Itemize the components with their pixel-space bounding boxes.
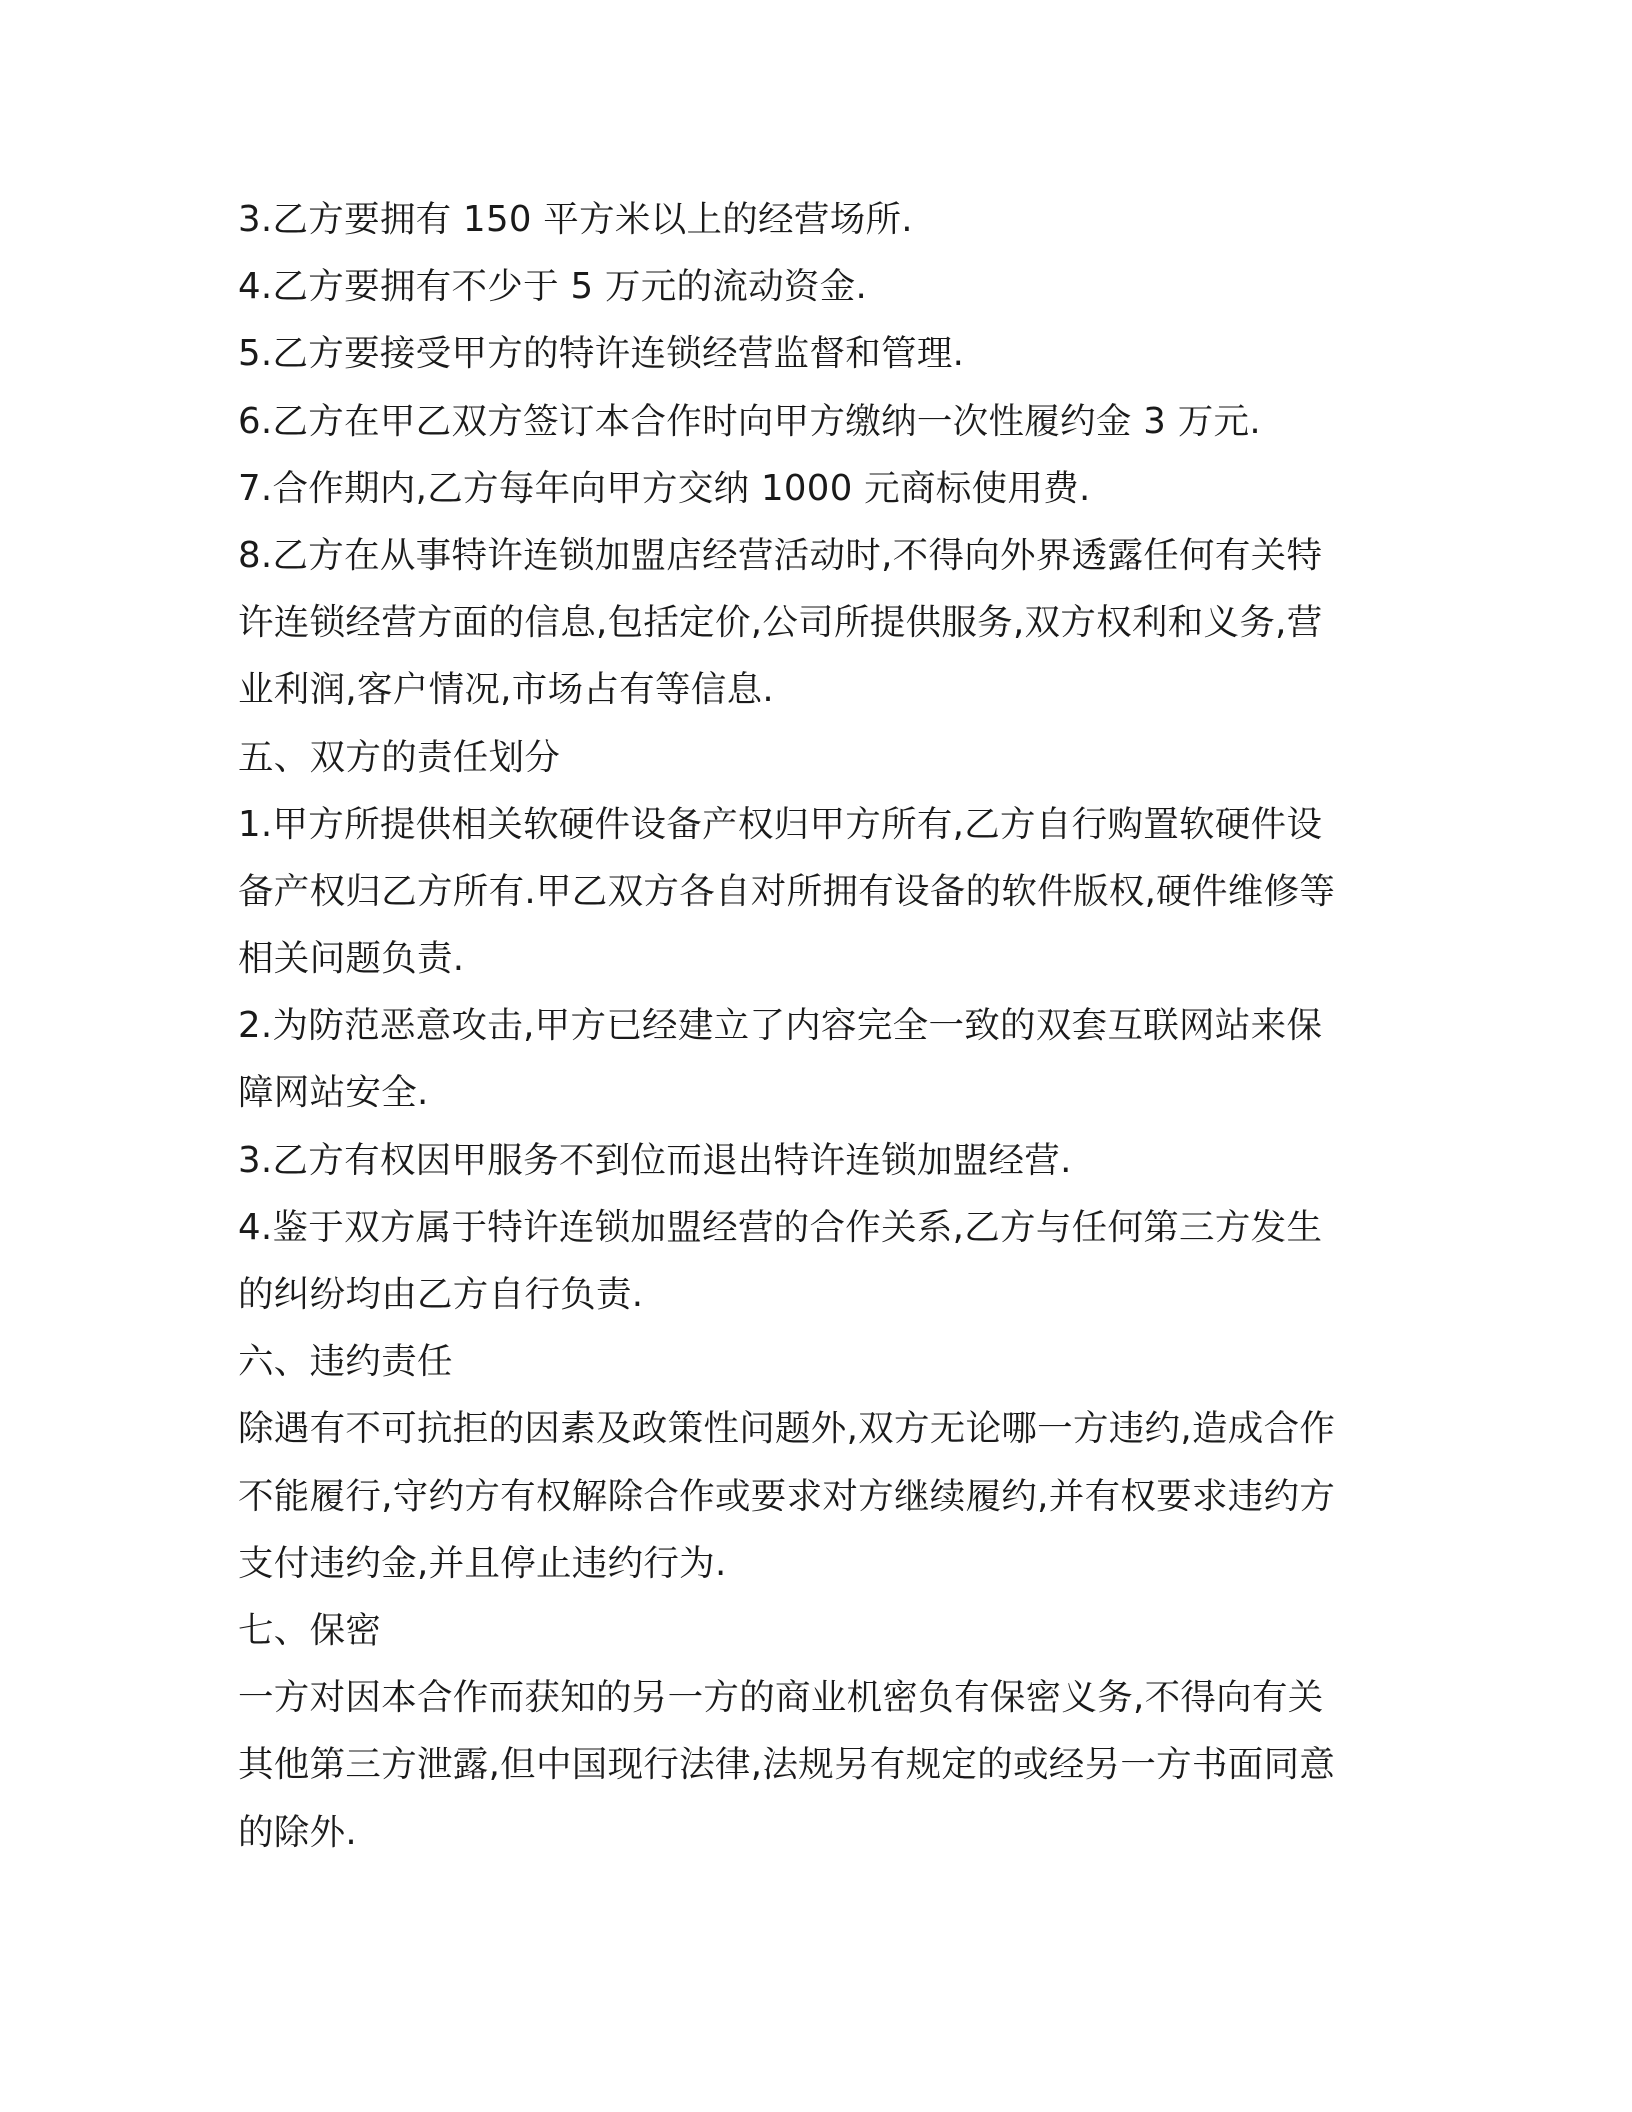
clause-item-6 [238, 388, 1398, 455]
clause-item-8 [238, 522, 1398, 724]
clause-item-5 [238, 320, 1398, 387]
text-line: 不能履行,守约方有权解除合作或要求对方继续履约,并有权要求违约方 [238, 1475, 1336, 1517]
responsibility-item-2 [238, 992, 1398, 1126]
responsibility-item-3 [238, 1127, 1398, 1194]
text-line: 3.乙方要拥有 150 平方米以上的经营场所. [238, 199, 913, 240]
text-line: 6.乙方在甲乙双方签订本合作时向甲方缴纳一次性履约金 3 万元. [238, 400, 1261, 442]
confidentiality-paragraph [238, 1664, 1398, 1866]
text-line: 备产权归乙方所有.甲乙双方各自对所拥有设备的软件版权,硬件维修等 [238, 870, 1336, 912]
section-heading-confidentiality [238, 1597, 1398, 1664]
text-line: 7.合作期内,乙方每年向甲方交纳 1000 元商标使用费. [238, 467, 1091, 509]
text-line: 的除外. [238, 1811, 357, 1853]
text-line: 3.乙方有权因甲服务不到位而退出特许连锁加盟经营. [238, 1139, 1072, 1181]
section-heading-breach [238, 1328, 1398, 1395]
text-line: 1.甲方所提供相关软硬件设备产权归甲方所有,乙方自行购置软硬件设 [238, 803, 1323, 845]
text-line: 8.乙方在从事特许连锁加盟店经营活动时,不得向外界透露任何有关特 [238, 534, 1323, 576]
text-line: 许连锁经营方面的信息,包括定价,公司所提供服务,双方权利和义务,营 [238, 602, 1323, 644]
clause-item-3 [238, 186, 1398, 253]
heading-text: 五、双方的责任划分 [238, 736, 561, 778]
text-line: 5.乙方要接受甲方的特许连锁经营监督和管理. [238, 333, 965, 375]
text-line: 除遇有不可抗拒的因素及政策性问题外,双方无论哪一方违约,造成合作 [238, 1408, 1336, 1450]
document-page [238, 186, 1398, 1866]
text-line: 2.为防范恶意攻击,甲方已经建立了内容完全一致的双套互联网站来保 [238, 1005, 1323, 1047]
heading-text: 六、违约责任 [238, 1341, 453, 1383]
text-line: 4.鉴于双方属于特许连锁加盟经营的合作关系,乙方与任何第三方发生 [238, 1206, 1323, 1248]
breach-paragraph [238, 1395, 1398, 1597]
text-line: 业利润,客户情况,市场占有等信息. [238, 669, 774, 711]
text-line: 一方对因本合作而获知的另一方的商业机密负有保密义务,不得向有关 [238, 1677, 1324, 1719]
text-line: 4.乙方要拥有不少于 5 万元的流动资金. [238, 266, 868, 308]
section-heading-responsibility [238, 724, 1398, 791]
text-line: 的纠纷均由乙方自行负责. [238, 1274, 644, 1315]
clause-item-4 [238, 253, 1398, 320]
text-line: 障网站安全. [238, 1072, 429, 1114]
clause-item-7 [238, 455, 1398, 522]
text-line: 支付违约金,并且停止违约行为. [238, 1542, 727, 1584]
text-line: 相关问题负责. [238, 938, 465, 980]
text-line: 其他第三方泄露,但中国现行法律,法规另有规定的或经另一方书面同意 [238, 1744, 1336, 1786]
responsibility-item-1 [238, 791, 1398, 993]
responsibility-item-4 [238, 1194, 1398, 1328]
heading-text: 七、保密 [238, 1609, 382, 1651]
